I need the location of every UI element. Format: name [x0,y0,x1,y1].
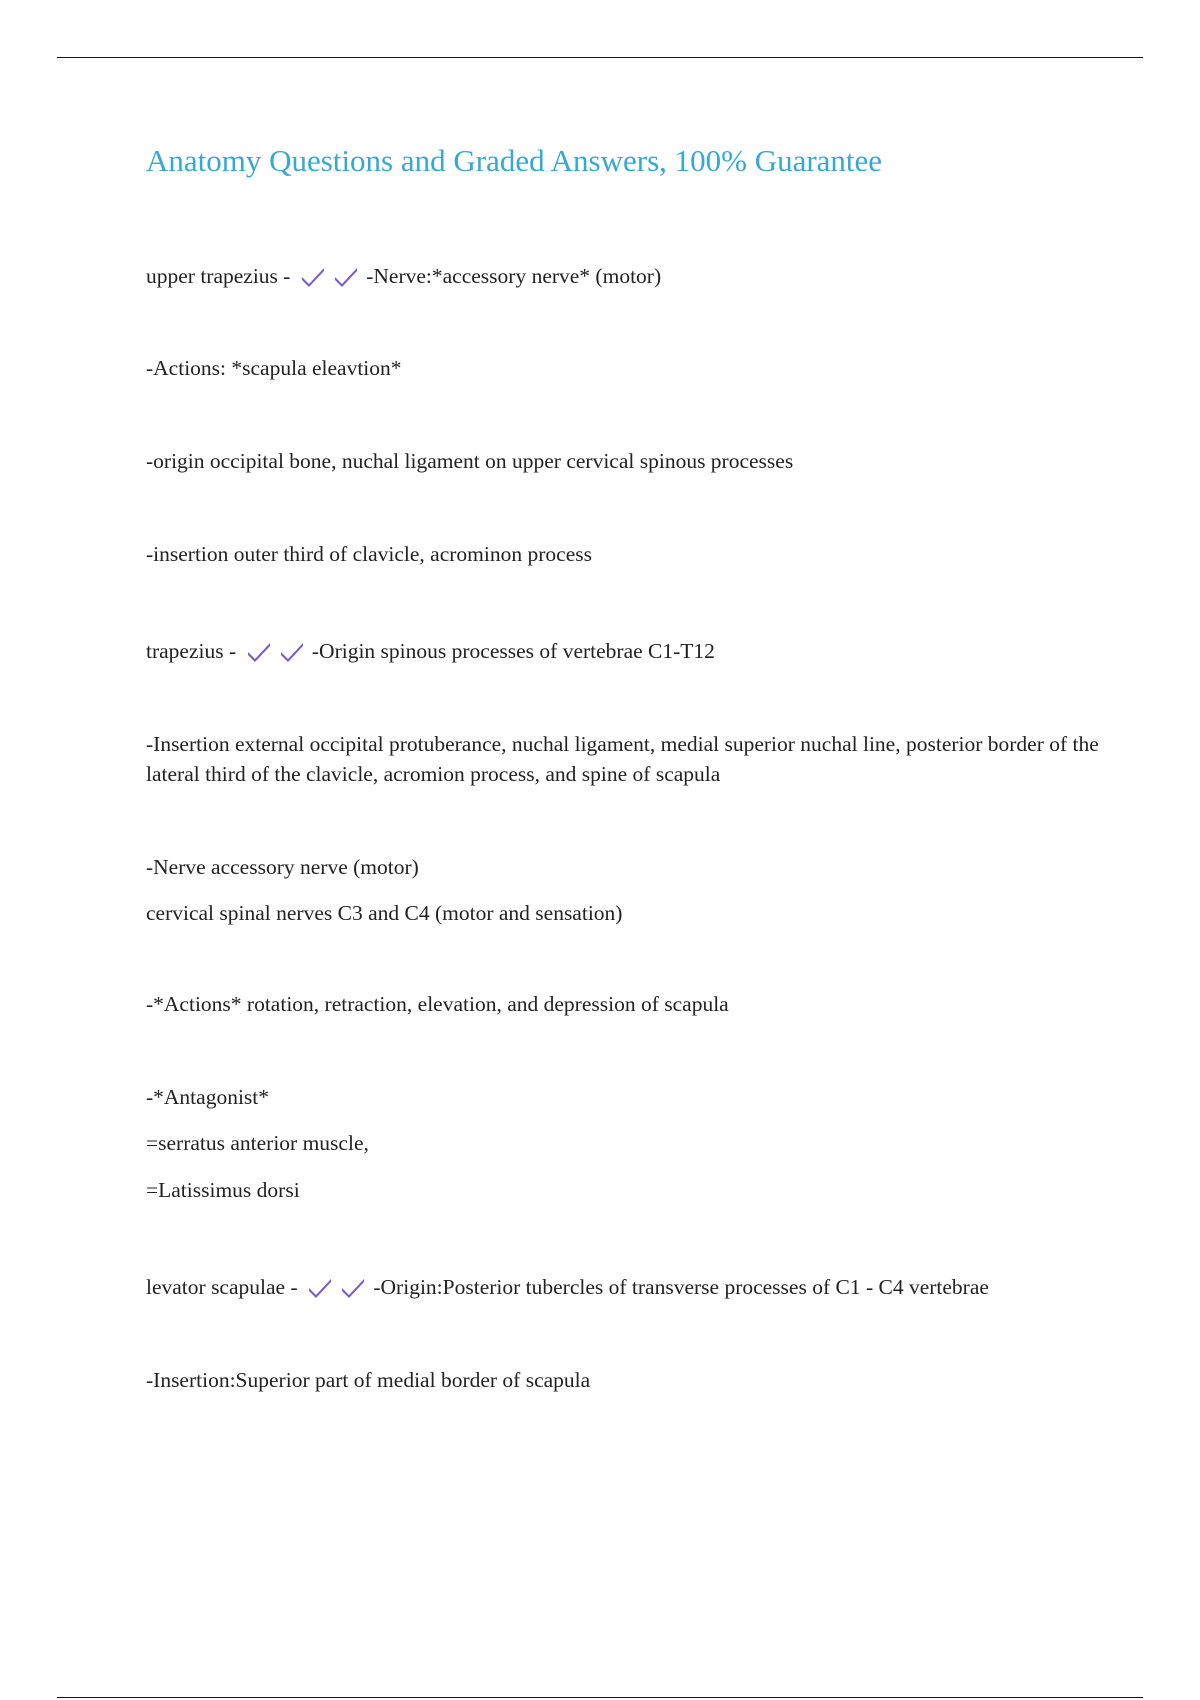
insertion-trapezius: -Insertion external occipital protuberance, nuchal ligament, medial superior nuchal line, posterior border of the lateral third of the clavicle, acromion process, and spine of scapula [146,732,1099,786]
answer-marker [246,640,305,670]
antagonist-item: =serratus anterior muscle, [146,1131,369,1155]
answer-marker [307,1276,366,1306]
nerve-detail-trapezius: cervical spinal nerves C3 and C4 (motor and sensation) [146,901,623,925]
origin-upper-trapezius: -origin occipital bone, nuchal ligament on upper cervical spinous processes [146,449,794,473]
footer-rule [57,1697,1143,1698]
answer-upper-trapezius: -Nerve:*accessory nerve* (motor) [366,264,662,288]
antagonist-heading: -*Antagonist* [146,1085,270,1109]
document-title: Anatomy Questions and Graded Answers, 100% Guarantee [146,143,883,178]
checkmark-icon [333,265,359,287]
term-levator-scapulae: levator scapulae - [146,1275,298,1299]
term-upper-trapezius: upper trapezius - [146,264,291,288]
header-rule [57,57,1143,58]
question-upper-trapezius [146,261,661,295]
antagonist-item: =Latissimus dorsi [146,1178,300,1202]
insertion-levator-scapulae: -Insertion:Superior part of medial border of scapula [146,1368,591,1392]
checkmark-icon [246,640,272,662]
question-levator-scapulae [146,1272,989,1306]
actions-trapezius: -*Actions* rotation, retraction, elevation, and depression of scapula [146,992,729,1016]
actions-upper-trapezius: -Actions: *scapula eleavtion* [146,356,402,380]
checkmark-icon [307,1276,333,1298]
term-trapezius: trapezius - [146,639,237,663]
answer-levator-scapulae: -Origin:Posterior tubercles of transverse processes of C1 - C4 vertebrae [373,1275,989,1299]
checkmark-icon [279,640,305,662]
question-trapezius [146,636,715,670]
nerve-trapezius: -Nerve accessory nerve (motor) [146,855,419,879]
insertion-upper-trapezius: -insertion outer third of clavicle, acrominon process [146,542,592,566]
checkmark-icon [300,265,326,287]
checkmark-icon [340,1276,366,1298]
answer-trapezius: -Origin spinous processes of vertebrae C1-T12 [311,639,715,663]
answer-marker [300,265,359,295]
